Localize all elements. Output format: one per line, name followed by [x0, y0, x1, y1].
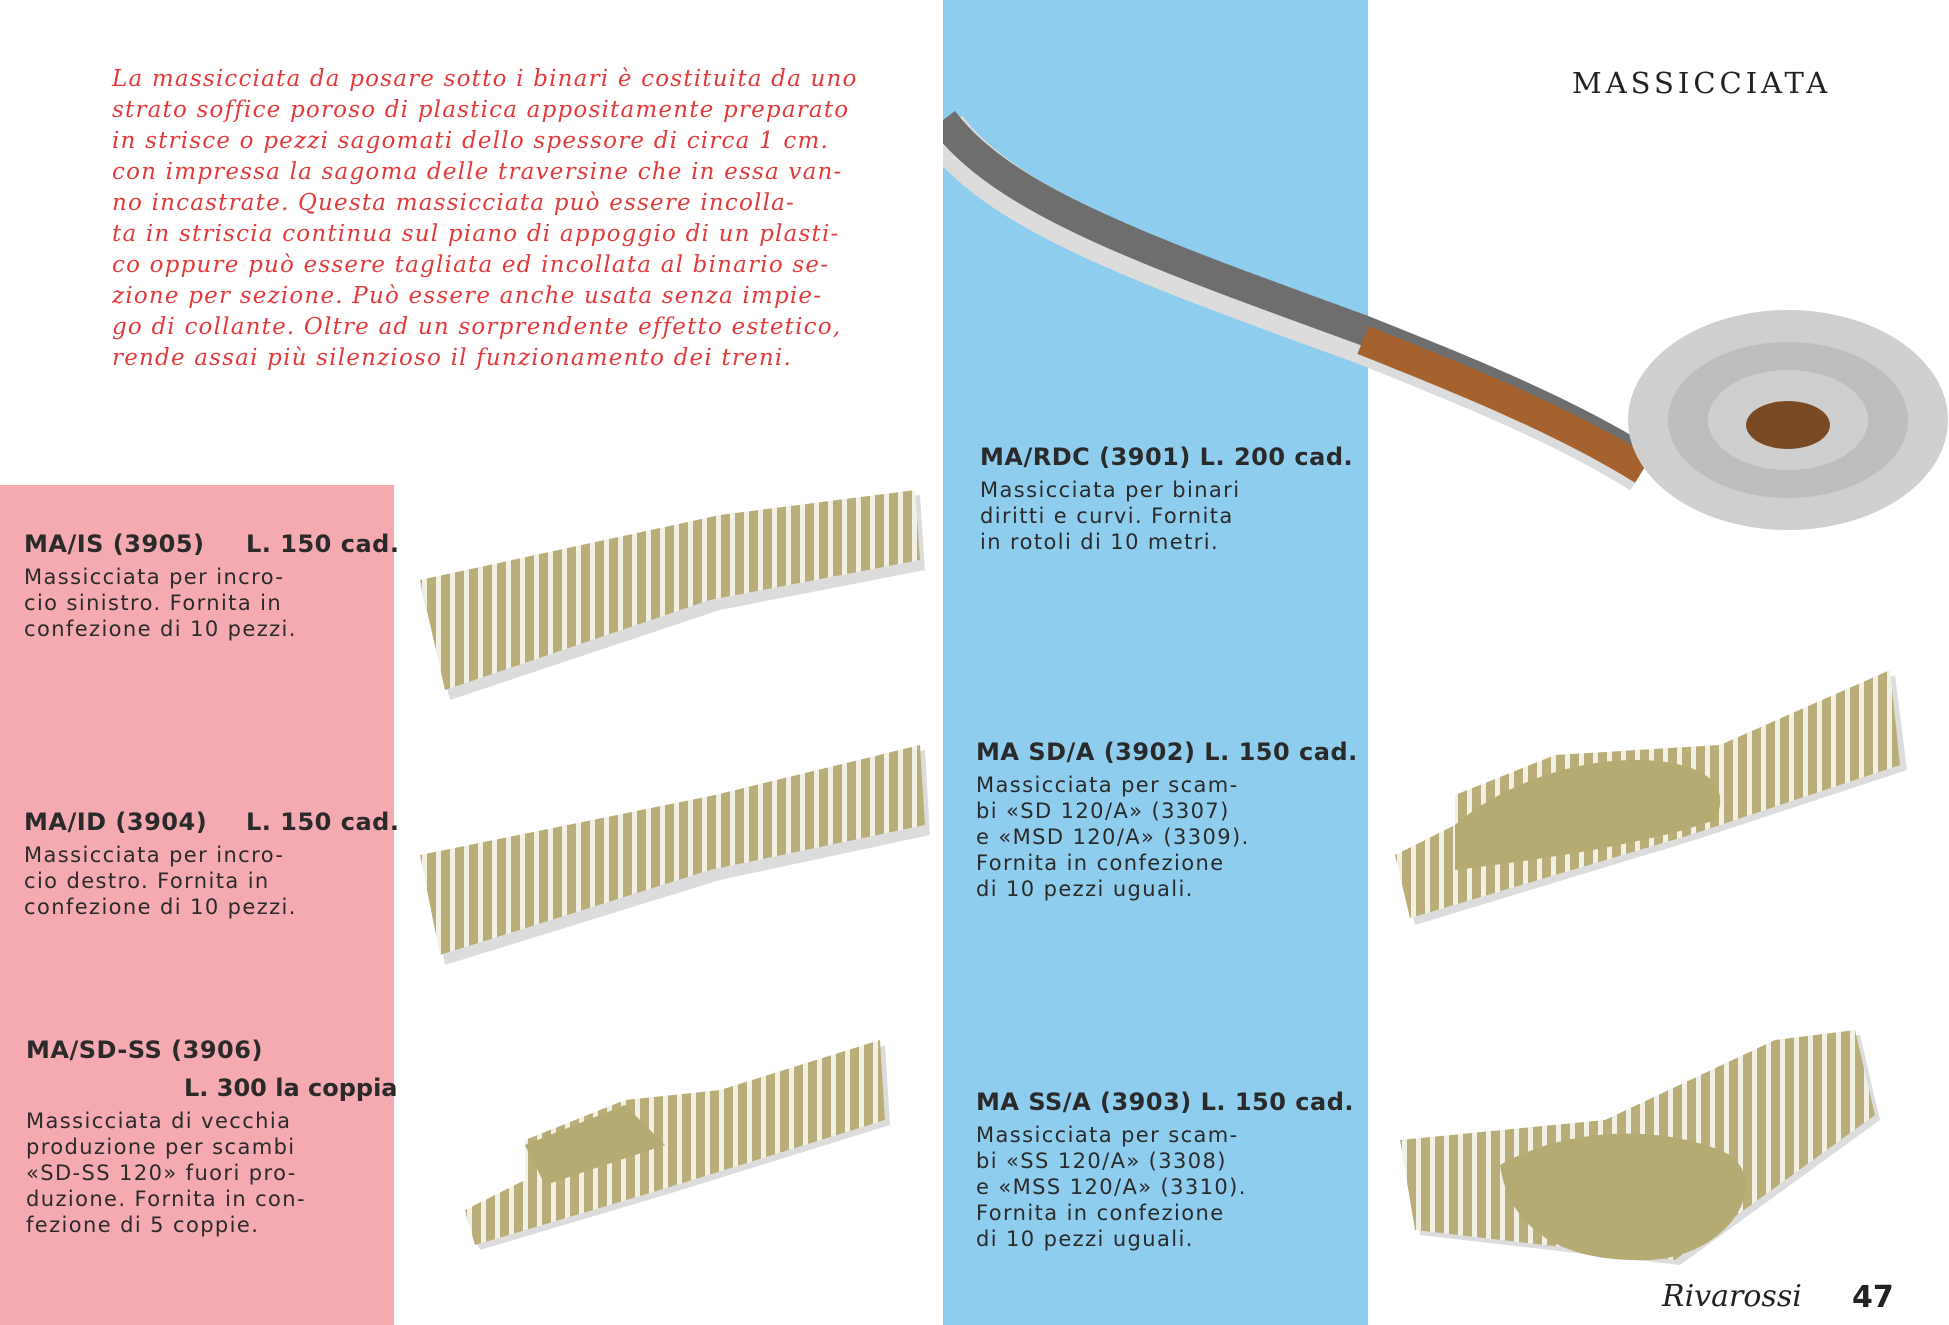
intro-line: co oppure può essere tagliata ed incollata al binario se- [112, 252, 830, 278]
intro-line: go di collante. Oltre ad un sorprendente effetto estetico, [112, 314, 842, 340]
product-description: Massicciata per scam- bi «SD 120/A» (3307) e «MSD 120/A» (3309). Fornita in confezione di 10 pezzi uguali. [976, 773, 1250, 901]
intro-line: con impressa la sagoma delle traversine che in essa van- [112, 159, 843, 185]
page-number: 47 [1852, 1280, 1894, 1315]
product-ma-ss-a [976, 1088, 1355, 1252]
product-ma-id [24, 808, 400, 920]
intro-line: in strisce o pezzi sagomati dello spessore di circa 1 cm. [112, 128, 829, 154]
product-price: L. 300 la coppia [184, 1074, 398, 1102]
product-code: MA/SD-SS (3906) [26, 1036, 263, 1064]
product-code: MA/IS (3905) [24, 530, 205, 558]
product-code: MA/ID (3904) [24, 808, 208, 836]
intro-line: rende assai più silenzioso il funzionamento dei treni. [112, 345, 792, 371]
product-price: L. 150 cad. [246, 808, 400, 836]
intro-line: ta in striscia continua sul piano di appoggio di un plasti- [112, 221, 840, 247]
product-description: Massicciata per incro- cio destro. Fornita in confezione di 10 pezzi. [24, 843, 297, 919]
right-crossing-ballast-image [420, 740, 940, 970]
old-switch-ballast-image [465, 1035, 895, 1255]
intro-line: zione per sezione. Può essere anche usata senza impie- [112, 283, 823, 309]
switch-ss-ballast-image [1400, 1015, 1900, 1295]
product-ma-sd-a [976, 738, 1358, 902]
ballast-roll-image [943, 40, 1948, 540]
intro-paragraph [112, 64, 892, 374]
intro-line: La massicciata da posare sotto i binari è costituita da uno [112, 66, 858, 92]
product-description: Massicciata per scam- bi «SS 120/A» (3308) e «MSS 120/A» (3310). Fornita in confezione di 10 pezzi uguali. [976, 1123, 1247, 1251]
switch-sd-ballast-image [1395, 670, 1915, 930]
product-code: MA/RDC (3901) L. 200 cad. [980, 443, 1354, 471]
product-description: Massicciata di vecchia produzione per scambi «SD-SS 120» fuori pro- duzione. Fornita in con- fezione di 5 coppie. [26, 1109, 306, 1237]
brand-logo: Rivarossi [1662, 1279, 1802, 1314]
left-crossing-ballast-image [420, 490, 940, 710]
intro-line: no incastrate. Questa massicciata può essere incolla- [112, 190, 796, 216]
product-code: MA SS/A (3903) L. 150 cad. [976, 1088, 1355, 1116]
page-title: MASSICCIATA [1572, 66, 1832, 100]
product-description: Massicciata per binari diritti e curvi. Fornita in rotoli di 10 metri. [980, 478, 1241, 554]
product-description: Massicciata per incro- cio sinistro. Fornita in confezione di 10 pezzi. [24, 565, 297, 641]
product-price: L. 150 cad. [246, 530, 400, 558]
product-ma-is [24, 530, 400, 642]
intro-line: strato soffice poroso di plastica appositamente preparato [112, 97, 850, 123]
product-ma-sd-ss [26, 1036, 398, 1238]
product-code: MA SD/A (3902) L. 150 cad. [976, 738, 1358, 766]
